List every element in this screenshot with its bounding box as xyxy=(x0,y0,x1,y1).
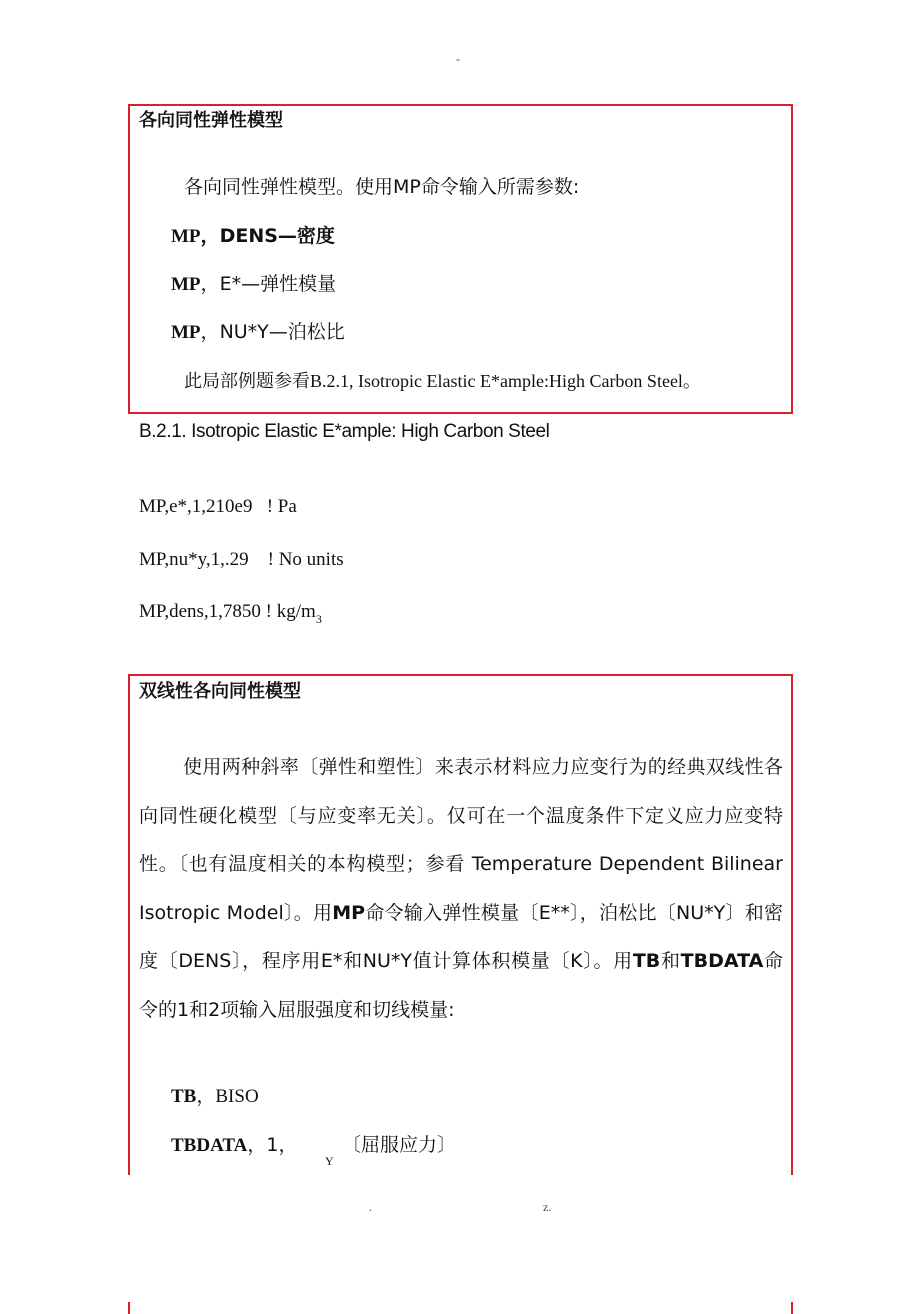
desc-part3: 和 xyxy=(660,950,681,972)
command-keyword: MP xyxy=(171,322,201,343)
page-bottom-right-mark: z. xyxy=(543,1200,552,1214)
example-line-dens xyxy=(139,600,322,631)
separator: ， xyxy=(200,225,220,247)
section2-description xyxy=(139,743,783,1034)
desc-part4: 命令的1和2项输入屈服强度和切线模量: xyxy=(139,950,783,1021)
command-keyword: TB xyxy=(171,1086,197,1107)
unit-exponent: 3 xyxy=(315,612,322,626)
command-argument: DENS—密度 xyxy=(219,225,335,247)
section2-title: 双线性各向同性模型 xyxy=(139,681,301,702)
page-footer-area xyxy=(0,1175,920,1302)
command-keyword: TBDATA xyxy=(171,1135,248,1156)
command-argument: BISO xyxy=(215,1086,259,1107)
section1-box xyxy=(128,104,793,414)
section1-intro: 各向同性弹性模型。使用MP命令输入所需参数: xyxy=(184,176,580,198)
desc-part1: 使用两种斜率〔弹性和塑性〕来表示材料应力应变行为的经典双线性各向同性硬化模型〔与应变率无关〕。仅可在一个温度条件下定义应力应变特性。〔也有温度相关的本构模型；参看 Temperature Dependent Bilinear Isotropic Model〕。用 xyxy=(139,756,783,924)
command-line-nuxy xyxy=(171,320,345,345)
page-bottom-left-mark: . xyxy=(369,1200,372,1214)
separator: ， xyxy=(200,273,220,295)
example-line-nuxy: MP,nu*y,1,.29 ! No units xyxy=(139,549,344,570)
separator: ， xyxy=(196,1085,216,1107)
yield-stress-note: 〔屈服应力〕 xyxy=(342,1134,457,1156)
command-argument: E*—弹性模量 xyxy=(219,273,337,295)
command-keyword: MP xyxy=(171,226,201,247)
desc-mp-keyword: MP xyxy=(332,901,366,924)
desc-tb-keyword: TB xyxy=(632,950,661,972)
section1-title: 各向同性弹性模型 xyxy=(139,110,283,131)
tb-command-line xyxy=(171,1084,259,1109)
example-line-dens-main: MP,dens,1,7850 ! kg/m xyxy=(139,601,316,622)
yield-stress-symbol: Y xyxy=(325,1154,334,1168)
example-title: B.2.1. Isotropic Elastic E*ample: High Carbon Steel xyxy=(139,421,550,442)
command-argument: NU*Y—泊松比 xyxy=(219,321,345,343)
command-line-ex xyxy=(171,272,336,297)
tbdata-command-line xyxy=(171,1133,297,1158)
section1-reference: 此局部例题参看B.2.1, Isotropic Elastic E*ample:High Carbon Steel。 xyxy=(184,371,701,391)
command-arguments: ，1， xyxy=(247,1134,298,1156)
separator: ， xyxy=(200,321,220,343)
page-top-mark: - xyxy=(456,52,460,66)
command-line-dens xyxy=(171,224,335,249)
example-line-ex: MP,e*,1,210e9 ! Pa xyxy=(139,496,297,517)
desc-tbdata-keyword: TBDATA xyxy=(680,950,764,972)
desc-part2: 命令输入弹性模量〔E**〕，泊松比〔NU*Y〕和密度〔DENS〕，程序用E*和NU*Y值计算体积模量〔K〕。用 xyxy=(139,901,784,972)
command-keyword: MP xyxy=(171,274,201,295)
